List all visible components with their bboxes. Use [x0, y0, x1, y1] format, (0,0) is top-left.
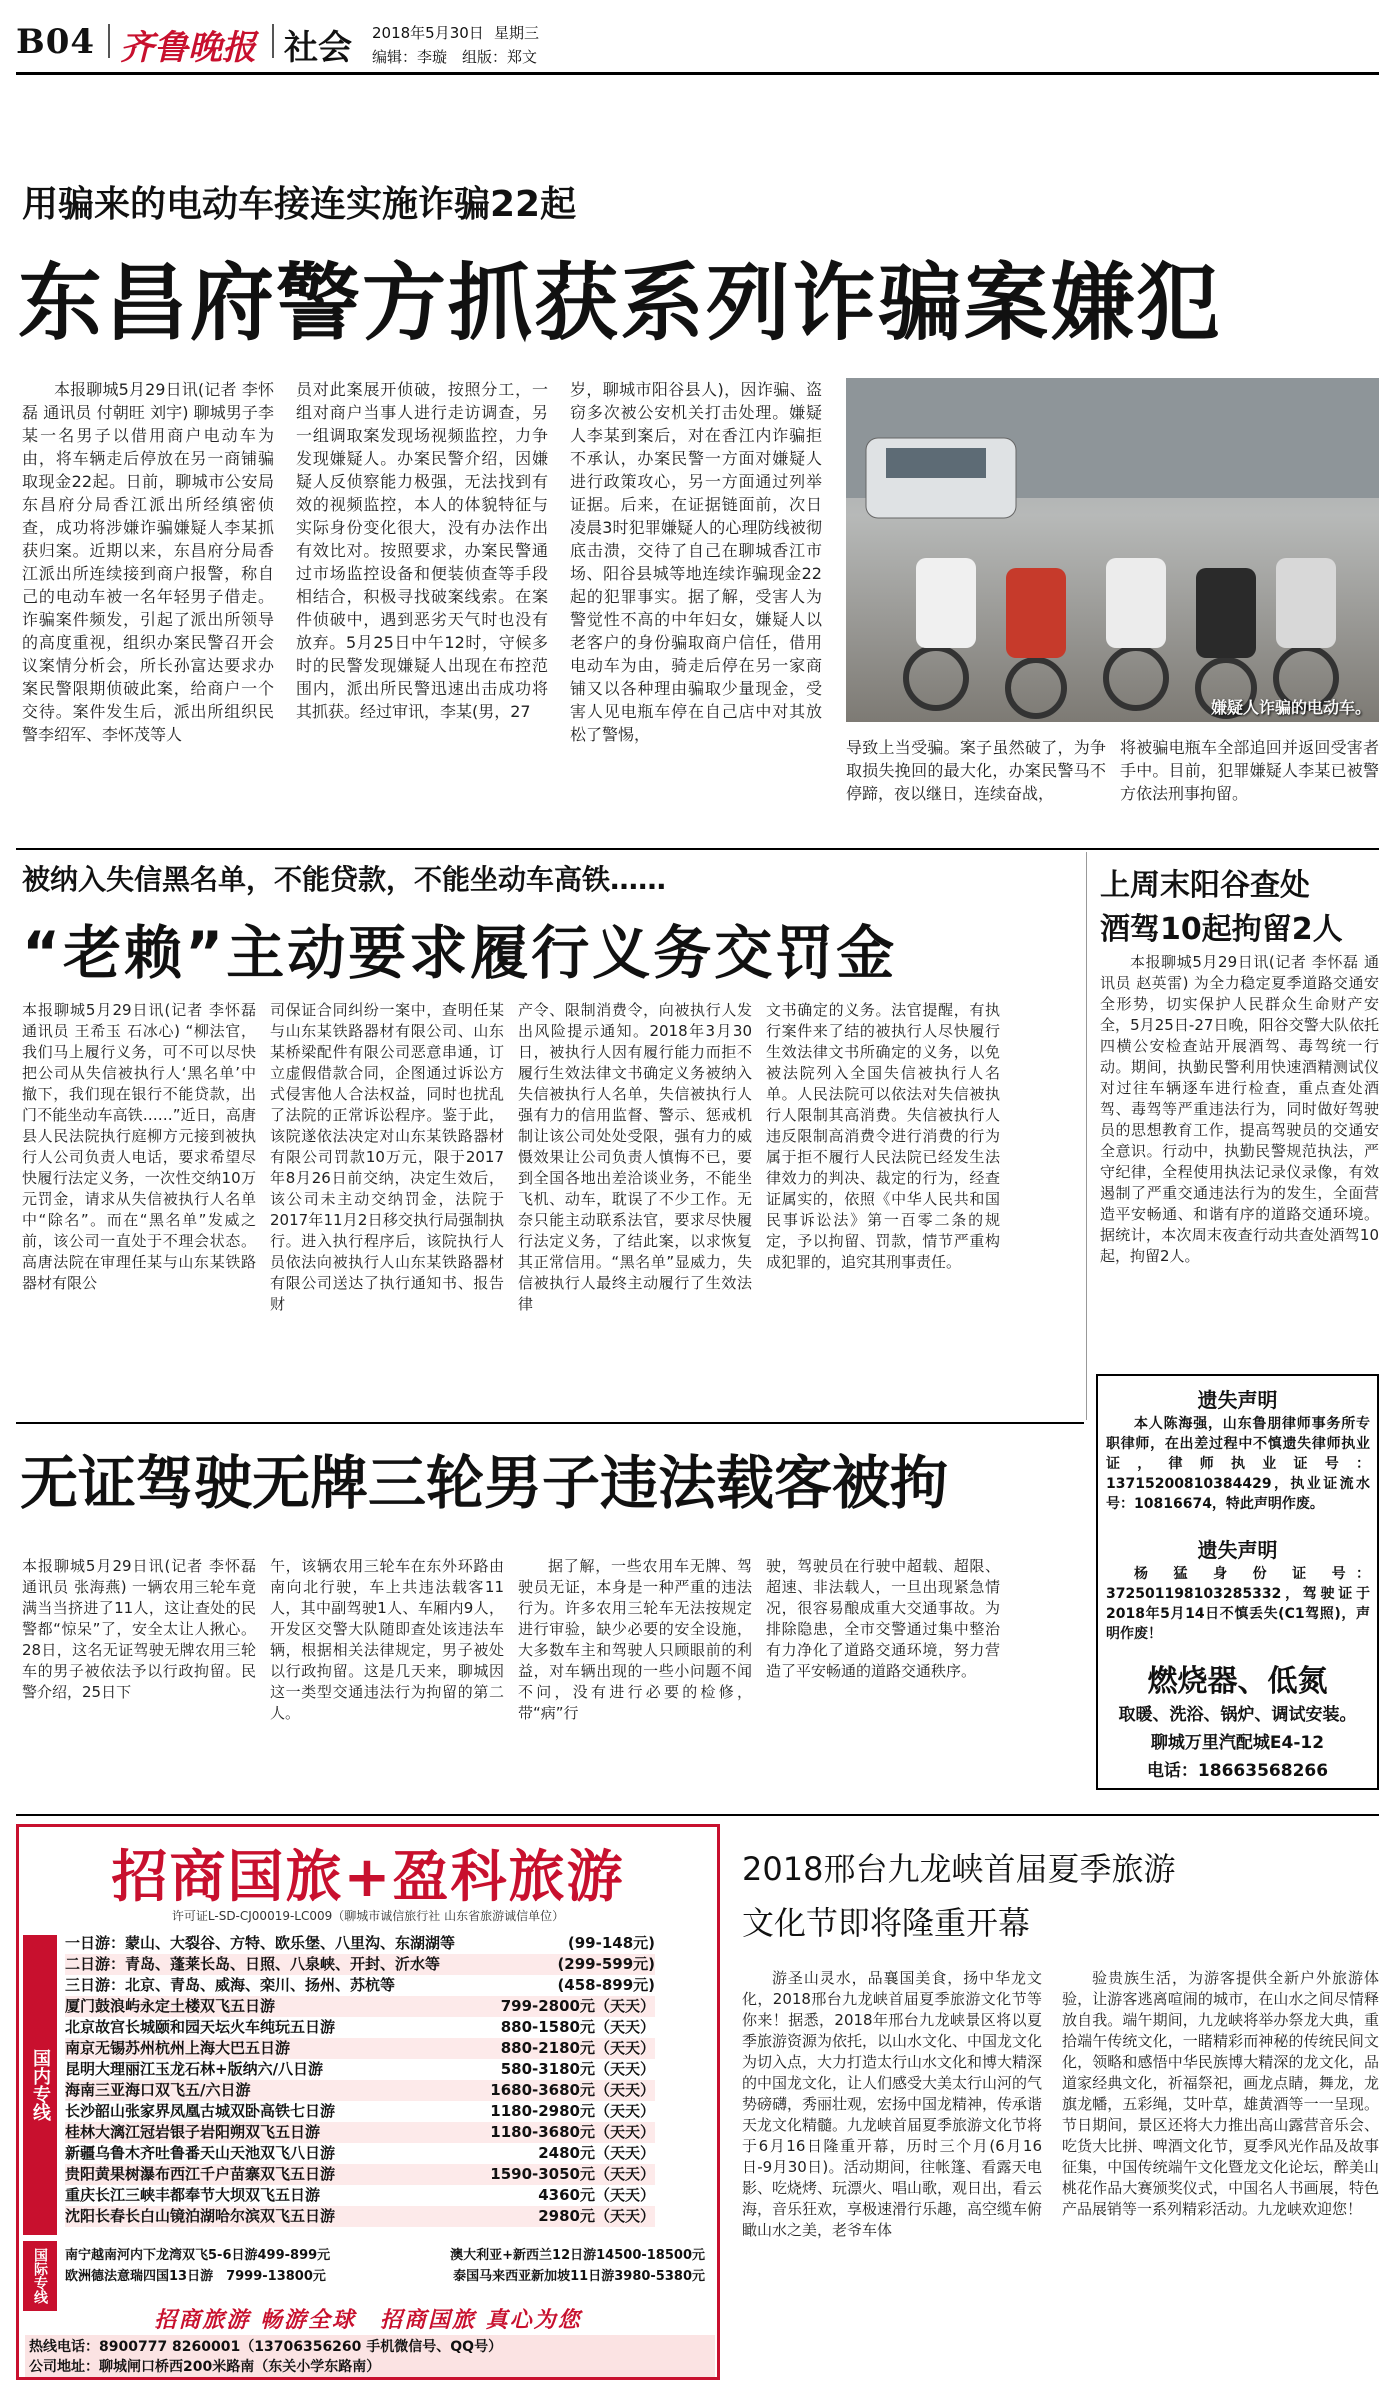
- travel-row: [65, 2122, 655, 2143]
- story3-headline-2: 酒驾10起拘留2人: [1100, 912, 1343, 947]
- travel-row-name: 重庆长江三峡丰都奉节大坝双飞五日游: [65, 2186, 321, 2204]
- travel-row: [65, 2185, 655, 2206]
- story1-headline: 东昌府警方抓获系列诈骗案嫌犯: [18, 254, 1223, 352]
- story2-kicker: 被纳入失信黑名单，不能贷款，不能坐动车高铁……: [22, 863, 667, 896]
- intl-row: [65, 2266, 705, 2287]
- travel-row-price: 799-2800元（天天）: [500, 1997, 655, 2015]
- travel-row-name: 三日游：北京、青岛、威海、栾川、扬州、苏杭等: [65, 1976, 396, 1994]
- ad-burner-phone: 电话：18663568266: [1146, 1761, 1329, 1781]
- travel-ad-title: 招商国旅+盈科旅游: [111, 1845, 625, 1910]
- intl-label: [23, 2241, 57, 2311]
- travel-row-name: 桂林大漓江冠岩银子岩阳朔双飞五日游: [65, 2123, 321, 2141]
- story2-col4: 文书确定的义务。法官提醒，有执行案件来了结的被执行人尽快履行生效法律文书所确定的义务，以免被法院列入全国失信被执行人名单。人民法院可以依法对失信被执行人限制其高消费。失信被执行人违反限制高消费令进行消费的行为属于拒不履行人民法院已经发生法律效力的判决、裁定的行为，经查证属实的，依照《中华人民共和国民事诉讼法》第一百零二条的规定，予以拘留、罚款，情节严重构成犯罪的，追究其刑事责任。: [766, 1001, 1000, 1271]
- travel-row-price: 2480元（天天）: [538, 2144, 655, 2162]
- masthead-divider: [108, 24, 110, 58]
- story2-col2: 司保证合同纠纷一案中，查明任某与山东某铁路器材有限公司、山东某桥梁配件有限公司恶意串通，订立虚假借款合同，企图通过诉讼方式侵害他人合法权益，同时也扰乱了法院的正常诉讼程序。鉴于此，该院遂依法决定对山东某铁路器材有限公司罚款10万元，限于2017年8月26日前交纳，决定生效后，该公司未主动交纳罚金，法院于2017年11月2日移交执行局强制执行。进入执行程序后，该院执行人员依法向被执行人山东某铁路器材有限公司送达了执行通知书、报告财: [270, 1001, 504, 1313]
- travel-row-name: 厦门鼓浪屿永定土楼双飞五日游: [65, 1997, 276, 2015]
- story3-body: 本报聊城5月29日讯(记者 李怀磊 通讯员 赵英雷) 为全力稳定夏季道路交通安全形势，切实保护人民群众生命财产安全，5月25日-27日晚，阳谷交警大队依托四横公安检查站开展酒驾、毒驾统一行动。期间，执勤民警利用快速酒精测试仪对过往车辆逐车进行检查，重点查处酒驾、毒驾等严重违法行为，同时做好驾驶员的思想教育工作，提高驾驶员的交通安全意识。行动中，执勤民警规范执法，严守纪律，全程使用执法记录仪录像，有效遏制了严重交通违法行为的发生，全面营造平安畅通、和谐有序的道路交通环境。据统计，本次周末夜查行动共查处酒驾10起，拘留2人。: [1100, 953, 1379, 1265]
- story1-photo: [846, 378, 1379, 722]
- notice2-title: 遗失声明: [1197, 1538, 1278, 1562]
- intl-label-text: 国际专线: [32, 2248, 48, 2304]
- story1-rule: [16, 848, 1379, 850]
- travel-slogan: 招商旅游 畅游全球 招商国旅 真心为您: [154, 2308, 582, 2333]
- travel-row: [65, 2038, 655, 2059]
- travel-row-name: 贵阳黄果树瀑布西江千户苗寨双飞五日游: [65, 2165, 336, 2183]
- domestic-label: [23, 1935, 57, 2235]
- ad-burner-sub: 取暖、洗浴、锅炉、调试安装。: [1118, 1705, 1357, 1725]
- masthead-rule: [16, 72, 1379, 75]
- travel-row: [65, 2143, 655, 2164]
- travel-row: [65, 2059, 655, 2080]
- travel-row-name: 北京故宫长城颐和园天坛火车纯玩五日游: [65, 2018, 336, 2036]
- travel-row: [65, 2101, 655, 2122]
- travel-row-name: 沈阳长春长白山镜泊湖哈尔滨双飞五日游: [65, 2207, 336, 2225]
- story1-kicker: 用骗来的电动车接连实施诈骗22起: [22, 184, 577, 225]
- story2-headline: “老赖”主动要求履行义务交罚金: [22, 919, 898, 987]
- story4-col4: 驶，驾驶员在行驶中超载、超限、超速、非法载人，一旦出现紧急情况，很容易酿成重大交通事故。为排除隐患，全市交警通过集中整治有力净化了道路交通环境，努力营造了平安畅通的道路交通秩序。: [766, 1557, 1000, 1680]
- travel-row-name: 一日游：蒙山、大裂谷、方特、欧乐堡、八里沟、东湖湖等: [65, 1934, 456, 1952]
- story4-headline: 无证驾驶无牌三轮男子违法载客被拘: [20, 1449, 949, 1517]
- travel-row-price: 1680-3680元（天天）: [490, 2081, 655, 2099]
- column-divider-right: [1086, 852, 1087, 1420]
- travel-ad-license: 许可证L-SD-CJ00019-LC009（聊城市诚信旅行社 山东省旅游诚信单位）: [171, 1909, 565, 1923]
- intl-rows: [65, 2245, 705, 2287]
- travel-row-name: 南京无锡苏州杭州上海大巴五日游: [65, 2039, 291, 2057]
- story2-col1: 本报聊城5月29日讯(记者 李怀磊 通讯员 王希玉 石冰心) “柳法官，我们马上履行义务，可不可以尽快把公司从失信被执行人‘黑名单’中撤下，我们现在银行不能贷款，出门不能坐动车高铁……”近日，高唐县人民法院执行庭柳方元接到被执行人公司负责人电话，要求希望尽快履行法定义务，一次性交纳10万元罚金，请求从失信被执行人名单中“除名”。而在“黑名单”发威之前，该公司一直处于不理会状态。高唐法院在审理任某与山东某铁路器材有限公: [22, 1001, 256, 1292]
- travel-rows: [65, 1933, 655, 2227]
- story1-col3: 岁，聊城市阳谷县人)，因诈骗、盗窃多次被公安机关打击处理。嫌疑人李某到案后，对在香江内诈骗拒不承认，办案民警一方面对嫌疑人进行政策攻心，另一方面通过列举证据。后来，在证据链面前，次日凌晨3时犯罪嫌疑人的心理防线被彻底击溃，交待了自己在聊城香江市场、阳谷县城等地连续诈骗现金22起的犯罪事实。据了解，受害人为警觉性不高的中年妇女，嫌疑人以老客户的身份骗取商户信任，借用电动车为由，骑走后停在另一家商铺又以各种理由骗取少量现金，受害人见电瓶车停在自己店中对其放松了警惕，: [570, 380, 822, 744]
- travel-row-price: 2980元（天天）: [538, 2207, 655, 2225]
- notice2-body: 杨 猛 身 份 证 号：372501198103285332，驾驶证于2018年5月14日不慎丢失(C1驾照)，声明作废！: [1106, 1566, 1370, 1642]
- issue-date: 2018年5月30日: [372, 24, 484, 42]
- travel-hotline: 热线电话：8900777 8260001（13706356260 手机微信号、QQ号）: [25, 2335, 715, 2357]
- ad-burner-title: 燃烧器、低氮: [1147, 1664, 1328, 1699]
- notice1-body: 本人陈海强，山东鲁朋律师事务所专职律师，在出差过程中不慎遗失律师执业证，律师执业证号：13715200810384429，执业证流水号：10816674，特此声明作废。: [1106, 1416, 1370, 1512]
- travel-row-price: 880-1580元（天天）: [500, 2018, 655, 2036]
- travel-address: 公司地址：聊城闸口桥西200米路南（东关小学东路南）: [25, 2355, 715, 2377]
- story5-headline-2: 文化节即将隆重开幕: [742, 1904, 1031, 1942]
- travel-row-price: 1180-3680元（天天）: [490, 2123, 655, 2141]
- travel-row-price: 1590-3050元（天天）: [490, 2165, 655, 2183]
- story1-col1: 本报聊城5月29日讯(记者 李怀磊 通讯员 付朝旺 刘宇) 聊城男子李某一名男子以借用商户电动车为由，将车辆走后停放在另一商铺骗取现金22起。日前，聊城市公安局东昌府分局香江派出所经缜密侦查，成功将涉嫌诈骗嫌疑人李某抓获归案。近期以来，东昌府分局香江派出所连续接到商户报警，称自己的电动车被一名年轻男子借走。诈骗案件频发，引起了派出所领导的高度重视，组织办案民警召开会议案情分析会，所长孙富达要求办案民警限期侦破此案，给商户一个交待。案件发生后，派出所组织民警李绍军、李怀茂等人: [22, 380, 274, 744]
- travel-row: [65, 2164, 655, 2185]
- editor-credit: 编辑：李璇: [372, 48, 448, 66]
- story1-col5: 将被骗电瓶车全部追回并返回受害者手中。目前，犯罪嫌疑人李某已被警方依法刑事拘留。: [1120, 738, 1379, 803]
- page-number: B04: [16, 22, 96, 62]
- travel-row: [65, 1933, 655, 1954]
- notice1-title: 遗失声明: [1197, 1388, 1278, 1412]
- travel-row: [65, 1954, 655, 1975]
- travel-row-price: 1180-2980元（天天）: [490, 2102, 655, 2120]
- story5-col1: 游圣山灵水，品襄国美食，扬中华龙文化，2018邢台九龙峡首届夏季旅游文化节等你来！据悉，2018年邢台九龙峡景区将以夏季旅游资源为依托，以山水文化、中国龙文化为切入点，大力打造太行山水文化和博大精深的中国龙文化，让人们感受大美太行山河的气势磅礴，秀丽壮观，宏扬中国龙精神，传承谐天龙文化精髓。九龙峡首届夏季旅游文化节将于6月16日隆重开幕，历时三个月(6月16日-9月30日)。活动期间，往帐篷、看露天电影、吃烧烤、玩漂火、唱山歌，观日出，看云海，音乐狂欢，享极速滑行乐趣，高空缆车俯瞰山水之美，老爷车体: [742, 1969, 1042, 2239]
- intl-row: [65, 2245, 705, 2266]
- travel-row-name: 二日游：青岛、蓬莱长岛、日照、八泉峡、开封、沂水等: [65, 1955, 441, 1973]
- story2-col3: 产令、限制消费令，向被执行人发出风险提示通知。2018年3月30日，被执行人因有履行能力而拒不履行生效法律文书确定义务被纳入失信被执行人名单，失信被执行人强有力的信用监督、警示、惩戒机制让该公司处处受限，强有力的威慑效果让公司负责人慎悔不已，要到全国各地出差洽谈业务，不能坐飞机、动车，耽误了不少工作。无奈只能主动联系法官，要求尽快履行法定义务，了结此案，以求恢复其正常信用。“黑名单”显威力，失信被执行人最终主动履行了生效法律: [518, 1001, 752, 1313]
- travel-row-price: 580-3180元（天天）: [500, 2060, 655, 2078]
- travel-row-price: 880-2180元（天天）: [500, 2039, 655, 2057]
- intl-row-right: 澳大利亚+新西兰12日游14500-18500元: [450, 2248, 705, 2263]
- intl-row-left: 欧洲德法意瑞四国13日游 7999-13800元: [65, 2269, 326, 2284]
- layout-credit: 组版：郑文: [462, 48, 538, 66]
- story5-headline-1: 2018邢台九龙峡首届夏季旅游: [742, 1850, 1176, 1888]
- travel-row: [65, 2017, 655, 2038]
- travel-row-price: (458-899元): [557, 1976, 655, 1994]
- story3-headline-1: 上周末阳谷查处: [1100, 868, 1310, 903]
- ebike-photo-illustration: [846, 378, 1379, 722]
- travel-row-name: 新疆乌鲁木齐吐鲁番天山天池双飞八日游: [65, 2144, 336, 2162]
- travel-row-price: (99-148元): [567, 1934, 655, 1952]
- travel-row: [65, 2206, 655, 2227]
- travel-row: [65, 2080, 655, 2101]
- story2-rule: [16, 1422, 1084, 1424]
- story4-col3: 据了解，一些农用车无牌、驾驶员无证，本身是一种严重的违法行为。许多农用三轮车无法按规定进行审验，缺少必要的安全设施，大多数车主和驾驶人只顾眼前的利益，对车辆出现的一些小问题不闻不问，没有进行必要的检修，带“病”行: [518, 1557, 752, 1722]
- issue-weekday: 星期三: [494, 24, 540, 42]
- masthead-divider-2: [272, 24, 274, 58]
- travel-row-name: 昆明大理丽江玉龙石林+版纳六/八日游: [65, 2060, 324, 2078]
- story5-col2: 验贵族生活，为游客提供全新户外旅游体验，让游客逃离喧闹的城市，在山水之间尽情释放自我。端午期间，九龙峡将举办祭龙大典，重拾端午传统文化，一睹精彩而神秘的传统民间文化，领略和感悟中华民族博大精深的龙文化，品道家经典文化，祈福祭祀，画龙点睛，舞龙，龙旗龙幡，五彩绳，艾叶草，雄黄酒等一一呈现。节日期间，景区还将大力推出高山露营音乐会、吃货大比拼、啤酒文化节，夏季风光作品及故事征集，中国传统端午文化暨龙文化论坛，醉美山桃花作品大赛颁奖仪式，中国名人书画展，特色产品展销等一系列精彩活动。九龙峡欢迎您！: [1062, 1969, 1379, 2218]
- intl-row-right: 泰国马来西亚新加坡11日游3980-5380元: [453, 2269, 705, 2284]
- story4-col1: 本报聊城5月29日讯(记者 李怀磊 通讯员 张海燕) 一辆农用三轮车竟满当当挤进了11人，这让查处的民警都“惊呆”了，安全太让人揪心。28日，这名无证驾驶无牌农用三轮车的男子被依法予以行政拘留。民警介绍，25日下: [22, 1557, 256, 1701]
- travel-ad: [16, 1824, 720, 2380]
- travel-row-name: 海南三亚海口双飞五/六日游: [65, 2081, 251, 2099]
- intl-row-left: 南宁越南河内下龙湾双飞5-6日游499-899元: [65, 2248, 331, 2263]
- travel-row-price: (299-599元): [557, 1955, 655, 1973]
- story4-col2: 午，该辆农用三轮车在东外环路由南向北行驶，车上共违法载客11人，其中副驾驶1人、车厢内9人，开发区交警大队随即查处该违法车辆，根据相关法律规定，男子被处以行政拘留。这是几天来，聊城因这一类型交通违法行为拘留的第二人。: [270, 1557, 504, 1722]
- travel-row-name: 长沙韶山张家界凤凰古城双卧高铁七日游: [65, 2102, 336, 2120]
- ad-burner-company: 聊城万里汽配城E4-12: [1150, 1733, 1325, 1753]
- paper-name: 齐鲁晚报: [120, 28, 256, 68]
- domestic-label-text: 国内专线: [30, 2049, 51, 2121]
- travel-row: [65, 1975, 655, 1996]
- travel-row: [65, 1996, 655, 2017]
- story4-rule: [16, 1814, 1379, 1816]
- section-name: 社会: [284, 28, 352, 68]
- story1-col4: 导致上当受骗。案子虽然破了，为争取损失挽回的最大化，办案民警马不停蹄，夜以继日，连续奋战，: [846, 738, 1106, 803]
- travel-row-price: 4360元（天天）: [538, 2186, 655, 2204]
- story1-col2: 员对此案展开侦破，按照分工，一组对商户当事人进行走访调查，另一组调取案发现场视频监控，力争发现嫌疑人。办案民警介绍，因嫌疑人反侦察能力极强，无法找到有效的视频监控，本人的体貌特征与实际身份变化很大，没有办法作出有效比对。按照要求，办案民警通过市场监控设备和便装侦查等手段相结合，积极寻找破案线索。在案件侦破中，遇到恶劣天气时也没有放弃。5月25日中午12时，守候多时的民警发现嫌疑人出现在布控范围内，派出所民警迅速出击成功将其抓获。经过审讯，李某(男，27: [296, 380, 548, 721]
- masthead: [16, 14, 1386, 70]
- photo-caption: 嫌疑人诈骗的电动车。: [1210, 698, 1371, 717]
